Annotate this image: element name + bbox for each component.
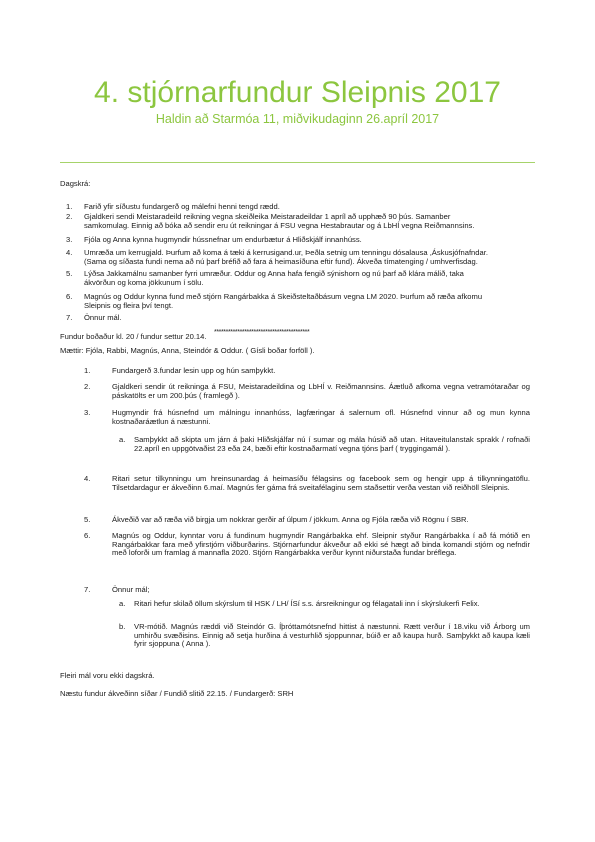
agenda-item-line: samkomulag. Einnig að bóka að sendir eru út reikningar á FSU vegna Hestabrautar og á LbHÍ vegna Reiðmannsins. — [84, 221, 475, 230]
minutes-item-text: Ákveðið var að ræða við birgja um nokkrar gerðir af úlpum / jökkum. Anna og Fjóla ræða við Rögnu í SBR. — [112, 515, 469, 524]
minutes-subitem-text: Samþykkt að skipta um járn á þaki Hliðskjálfar nú í sumar og mála húsið að utan. Hitaveitulanstak sprakk / rofnaði 22.apríl en uppgötvaðist 23 eða 24, bæði eftir kostnaðarmatí vegna tjóns þarf ( tryggingamál ). — [134, 435, 530, 453]
footer-note: Næstu fundur ákveðinn síðar / Fundið slitið 22.15. / Fundargerð: SRH — [60, 689, 294, 698]
agenda-item-line: Fjóla og Anna kynna hugmyndir hússnefnar um endurbætur á Hliðskjálf innanhúss. — [84, 235, 362, 244]
section-separator: ***************************************** — [214, 329, 310, 336]
closing-note: Fleiri mál voru ekki dagskrá. — [60, 671, 155, 680]
header-divider — [60, 162, 535, 163]
minutes-subitem-number: b. — [119, 622, 126, 631]
minutes-item-text: Önnur mál; — [112, 585, 150, 594]
minutes-item-text: Hugmyndir frá húsnefnd um málningu innanhúss, lagfæringar á salernum ofl. Húsnefnd vinnur að og mun kynna kostnaðaráætlun á næstunni. — [112, 408, 530, 426]
agenda-heading: Dagskrá: — [60, 179, 91, 188]
agenda-item-line: Magnús og Oddur kynna fund með stjórn Rangárbakka á Skeiðsteltaðbásum vegna LM 2020. Þurfum að ræða afkomu — [84, 292, 483, 301]
meeting-start: Fundur boðaður kl. 20 / fundur settur 20.14. — [60, 332, 207, 341]
agenda-item-number: 6. — [66, 292, 73, 301]
minutes-item-number: 5. — [84, 515, 91, 524]
agenda-item-number: 1. — [66, 202, 73, 211]
agenda-item-number: 7. — [66, 313, 73, 322]
minutes-item-text: Ritari setur tilkynningu um hreinsunardag á heimasíðu félagsins og facebook sem og hengir upp á tilkynningatöflu. Tilsetdardagur er ákveðinn 6.maí. Magnús fer gáma frá sveitafélaginu sem staðsettir verða vestan við reiðhöll Sleipnis. — [112, 474, 530, 492]
page-title: 4. stjórnarfundur Sleipnis 2017 — [94, 76, 501, 109]
agenda-item-line: Umræða um kerrugjald. Þurfum að koma á tæki á kerrusigand.ur, Þeðla setnig um tenningu dósalausa ,Áskusjófnafndar. — [84, 248, 488, 257]
minutes-subitem-number: a. — [119, 435, 126, 444]
minutes-item-number: 6. — [84, 531, 91, 540]
agenda-item-number: 2. — [66, 212, 73, 221]
minutes-item-text: Magnús og Oddur, kynntar voru á fundinum hugmyndir Rangárbakka ehf. Sleipnir styður Rangárbakka í að fá mótið en Rangárbakkar fara með yfirstjórn viðburðarins. Stjórnarfundur ákveður að ekki sé hægt að binda komandi stjórn og nefndir með loforði um framlag á mannafla 2020. Stjórn Rangárbakka verður kynnt niðurstaða fundar bréflega. — [112, 531, 530, 558]
agenda-item-line: Lýðsa Jakkamálnu samanber fyrri umræður. Oddur og Anna hafa fengið sýnishorn og nú þarf að klára málið, taka — [84, 269, 464, 278]
agenda-item-line: Farið yfir síðustu fundargerð og málefni henni tengd rædd. — [84, 202, 280, 211]
agenda-item-line: ákvörðun og koma jökkunum í sölu. — [84, 278, 204, 287]
agenda-item-line: (Sama og síðasta fundi nema að nú þarf bréfið að fara á heimasíðuna eftir fund). Ákveða tímatenging / umhverfisdag. — [84, 257, 478, 266]
agenda-item-number: 5. — [66, 269, 73, 278]
agenda-item-line: Gjaldkeri sendi Meistaradeild reikning vegna skeiðleika Meistaradeildar 1 apríl að upphæð 90 þús. Samanber — [84, 212, 451, 221]
agenda-item-line: Sleipnis og fleira því tengt. — [84, 301, 174, 310]
page-subtitle: Haldin að Starmóa 11, miðvikudaginn 26.apríl 2017 — [155, 112, 440, 126]
minutes-subitem-text: VR-mótið. Magnús ræddi við Steindór G. Íþróttamótsnefnd hittist á næstunni. Rætt verður í 18.viku við Árborg um umhirðu svæðisins. Einnig að setja hurðina á vesturhlið sjoppunnar, búið er að kaupa hurð. Samþykkt að kaupa kæli fyrir sjoppuna ( Anna ). — [134, 622, 530, 649]
minutes-subitem-number: a. — [119, 599, 126, 608]
minutes-item-number: 7. — [84, 585, 91, 594]
minutes-item-text: Gjaldkeri sendir út reikninga á FSU, Meistaradeildina og LbHÍ v. Reiðmannsins. Áætluð afkoma vegna vetramótaraðar og páskatölts er um 200.þús ( framlegð ). — [112, 382, 530, 400]
minutes-item-number: 2. — [84, 382, 91, 391]
minutes-item-number: 3. — [84, 408, 91, 417]
agenda-item-number: 3. — [66, 235, 73, 244]
minutes-item-number: 1. — [84, 366, 91, 375]
agenda-item-line: Önnur mál. — [84, 313, 122, 322]
attendees: Mættir: Fjóla, Rabbi, Magnús, Anna, Steindór & Oddur. ( Gísli boðar forföll ). — [60, 346, 315, 355]
minutes-subitem-text: Ritari hefur skilað öllum skýrslum til HSK / LH/ ÍSí s.s. ársreikningur og félagatali inn í skýrslukerfi Felix. — [134, 599, 480, 608]
agenda-item-number: 4. — [66, 248, 73, 257]
minutes-item-number: 4. — [84, 474, 91, 483]
minutes-item-text: Fundargerð 3.fundar lesin upp og hún samþykkt. — [112, 366, 276, 375]
